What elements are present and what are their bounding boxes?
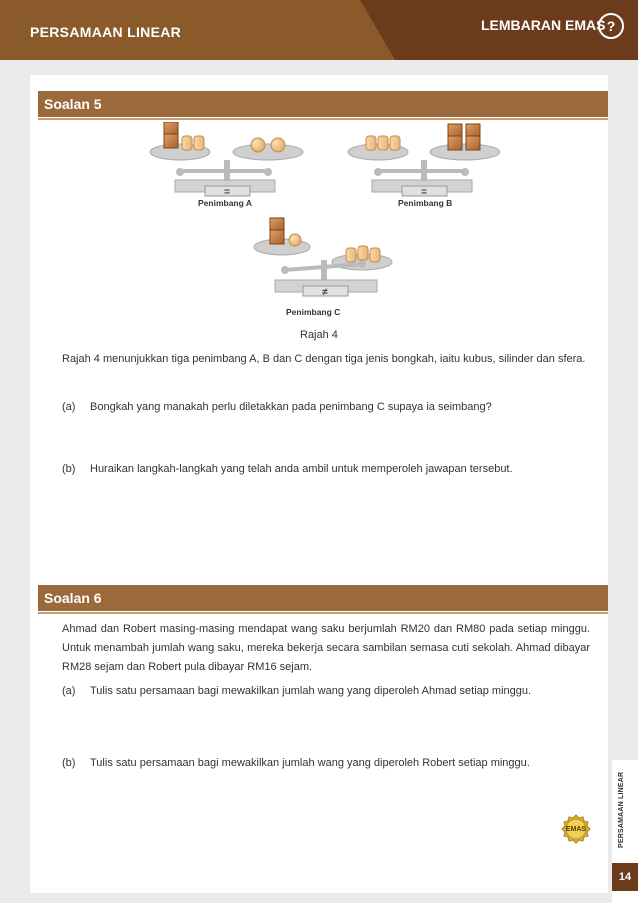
cube-icon [270, 218, 284, 230]
sphere-icon [271, 138, 285, 152]
soalan-6-b-text: Tulis satu persamaan bagi mewakilkan jumlah wang yang diperoleh Robert setiap minggu. [90, 757, 530, 769]
soalan-5-b-text: Huraikan langkah-langkah yang telah anda ambil untuk memperoleh jawapan tersebut. [90, 463, 513, 475]
soalan-5-intro: Rajah 4 menunjukkan tiga penimbang A, B dan C dengan tiga jenis bongkah, iaitu kubus, silinder dan sfera. [62, 353, 586, 365]
sphere-icon [251, 138, 265, 152]
cube-icon [164, 134, 178, 148]
cylinder-icon [358, 246, 368, 260]
soalan-6-a-text: Tulis satu persamaan bagi mewakilkan jumlah wang yang diperoleh Ahmad setiap minggu. [90, 685, 532, 697]
scale-c-not-equal-sign: ≠ [322, 287, 328, 298]
cylinder-icon [346, 248, 356, 262]
soalan-5-b-label: (b) [62, 463, 76, 475]
cylinder-icon [194, 136, 204, 150]
scale-c [254, 218, 392, 298]
header-right-title: LEMBARAN EMAS [481, 17, 606, 33]
side-tab-text: PERSAMAAN LINEAR [618, 771, 625, 848]
cube-icon [466, 124, 480, 136]
question-mark-icon[interactable]: ? [598, 13, 624, 39]
cylinder-icon [182, 136, 192, 150]
figure-caption: Rajah 4 [300, 329, 338, 341]
cube-icon [448, 136, 462, 150]
cube-icon [466, 136, 480, 150]
cylinder-icon [390, 136, 400, 150]
soalan-6-a-label: (a) [62, 685, 76, 697]
scale-a [150, 122, 303, 198]
emas-badge-text: EMAS [565, 826, 587, 833]
soalan-6-title: Soalan 6 [38, 585, 608, 611]
cube-icon [448, 124, 462, 136]
header-left-title: PERSAMAAN LINEAR [30, 24, 182, 40]
scale-b [348, 124, 500, 198]
balance-scales-figure [140, 122, 500, 332]
scale-a-equal-sign: = [224, 187, 230, 198]
soalan-5-a-label: (a) [62, 401, 76, 413]
scale-a-right-pan [233, 144, 303, 160]
cylinder-icon [378, 136, 388, 150]
scale-c-label: Penimbang C [286, 307, 341, 317]
scale-b-equal-sign: = [421, 187, 427, 198]
page-header [0, 0, 638, 60]
cube-icon [164, 122, 178, 134]
cylinder-icon [370, 248, 380, 262]
cube-icon [270, 230, 284, 244]
soalan-6-b-label: (b) [62, 757, 76, 769]
scale-b-label: Penimbang B [398, 198, 453, 208]
scale-a-label: Penimbang A [198, 198, 252, 208]
soalan-5-a-text: Bongkah yang manakah perlu diletakkan pada penimbang C supaya ia seimbang? [90, 401, 492, 413]
soalan-5-title: Soalan 5 [38, 91, 608, 117]
scale-b-right-pan [430, 144, 500, 160]
sphere-icon [289, 234, 301, 246]
page-number: 14 [612, 863, 638, 891]
cylinder-icon [366, 136, 376, 150]
soalan-6-intro: Ahmad dan Robert masing-masing mendapat wang saku berjumlah RM20 dan RM80 pada setiap minggu. Untuk menambah jumlah wang saku, mereka bekerja secara sambilan semasa cuti sekolah. Ahmad dibayar RM28 sejam dan Robert pula dibayar RM16 sejam. [62, 623, 590, 673]
